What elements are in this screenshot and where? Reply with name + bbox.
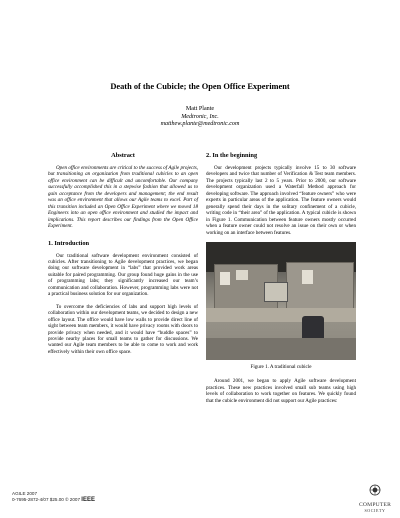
computer-society-emblem-icon	[369, 484, 381, 496]
abstract-heading: Abstract	[111, 152, 135, 159]
figure-cubicle-photo	[206, 242, 356, 360]
section-2-heading: 2. In the beginning	[206, 152, 258, 159]
introduction-heading: 1. Introduction	[48, 239, 90, 247]
left-column	[48, 152, 198, 361]
desk-surface	[206, 308, 356, 322]
right-column	[206, 152, 356, 410]
pinned-papers	[236, 270, 248, 280]
author-name: Matt Plante	[185, 106, 215, 112]
section-2-paragraph: Around 2001, we began to apply Agile software development practices. These new practices involved small sub teams using high levels of collaboration to work together on features. We quickly found that the cubicle environment did not support our Agile practices:	[206, 378, 356, 404]
computer-monitor	[264, 282, 288, 302]
figure-caption: Figure 1. A traditional cubicle	[250, 363, 312, 370]
computer-society-line1: COMPUTER	[358, 502, 392, 508]
footer-publication-info	[12, 491, 95, 503]
cubicle-panel	[286, 262, 354, 314]
computer-society-logo	[357, 484, 393, 513]
abstract-text: Open office environments are critical to the success of Agile projects, but transitioning an organization from traditional cubicles to an open office environment can be difficult and uncomfortable. Our company successfully accomplished this in a stepwise fashion that allowed us to gain acceptance from the developers and management; the end result was an office environment that allows our Agile teams to excel. Part of this transition included an Open Office Experiment where we moved 18 Engineers into an open office environment and studied the impact and implications. This report describes our findings from the Open Office Experiment.	[48, 165, 198, 230]
isbn-price-copyright: 0-7695-2872-4/07 $25.00 © 2007	[12, 497, 81, 502]
introduction-paragraph: To overcome the deficiencies of labs and support high levels of collaboration within our development teams, we decided to design a new office layout. The office would have low walls to provide direct line of sight between team members, it would have privacy rooms with doors to provide privacy when needed, and it would have “huddle spaces” to provide nearby places for small teams to gather for discussions. We wanted our Agile team members to be able to come to work and work effectively within their own office space.	[48, 303, 198, 355]
computer-society-line2: SOCIETY	[364, 508, 386, 513]
section-2-paragraph: Our development projects typically involve 15 to 30 software developers and twice that number of Verification & Test team members. The projects typically last 2 to 5 years. Prior to 2000, our software development organization used a Waterfall Method approach for developing software. The approach involved “feature owners” who were experts in particular areas of the application. The feature owners would generally spend their days in the solitary confinement of a cubicle, writing code in “their area” of the application. A typical cubicle is shown in Figure 1. Communication between feature owners mostly occurred when a feature owner could not resolve an issue on their own or when working on an interface between features.	[206, 165, 356, 236]
pinned-papers	[302, 270, 313, 284]
ieee-logo-text: IEEE	[81, 497, 95, 503]
author-email: matthew.plante@medtronic.com	[160, 121, 240, 128]
author-block	[0, 106, 400, 129]
pinned-papers	[220, 272, 230, 285]
conference-name: AGILE 2007	[12, 491, 38, 496]
paper-title: Death of the Cubicle; the Open Office Experiment	[110, 82, 290, 91]
introduction-paragraph: Our traditional software development environment consisted of cubicles. After transitioning to Agile development practices, we began doing our software development in “labs” that provided work areas suitable for paired programming. Our group found huge gains in the use of programming labs; they significantly increased our team’s communication and collaboration. However, programming labs were not a practical business solution for our organization.	[48, 252, 198, 298]
floor	[206, 338, 356, 360]
author-affiliation: Medtronic, Inc.	[181, 113, 219, 120]
